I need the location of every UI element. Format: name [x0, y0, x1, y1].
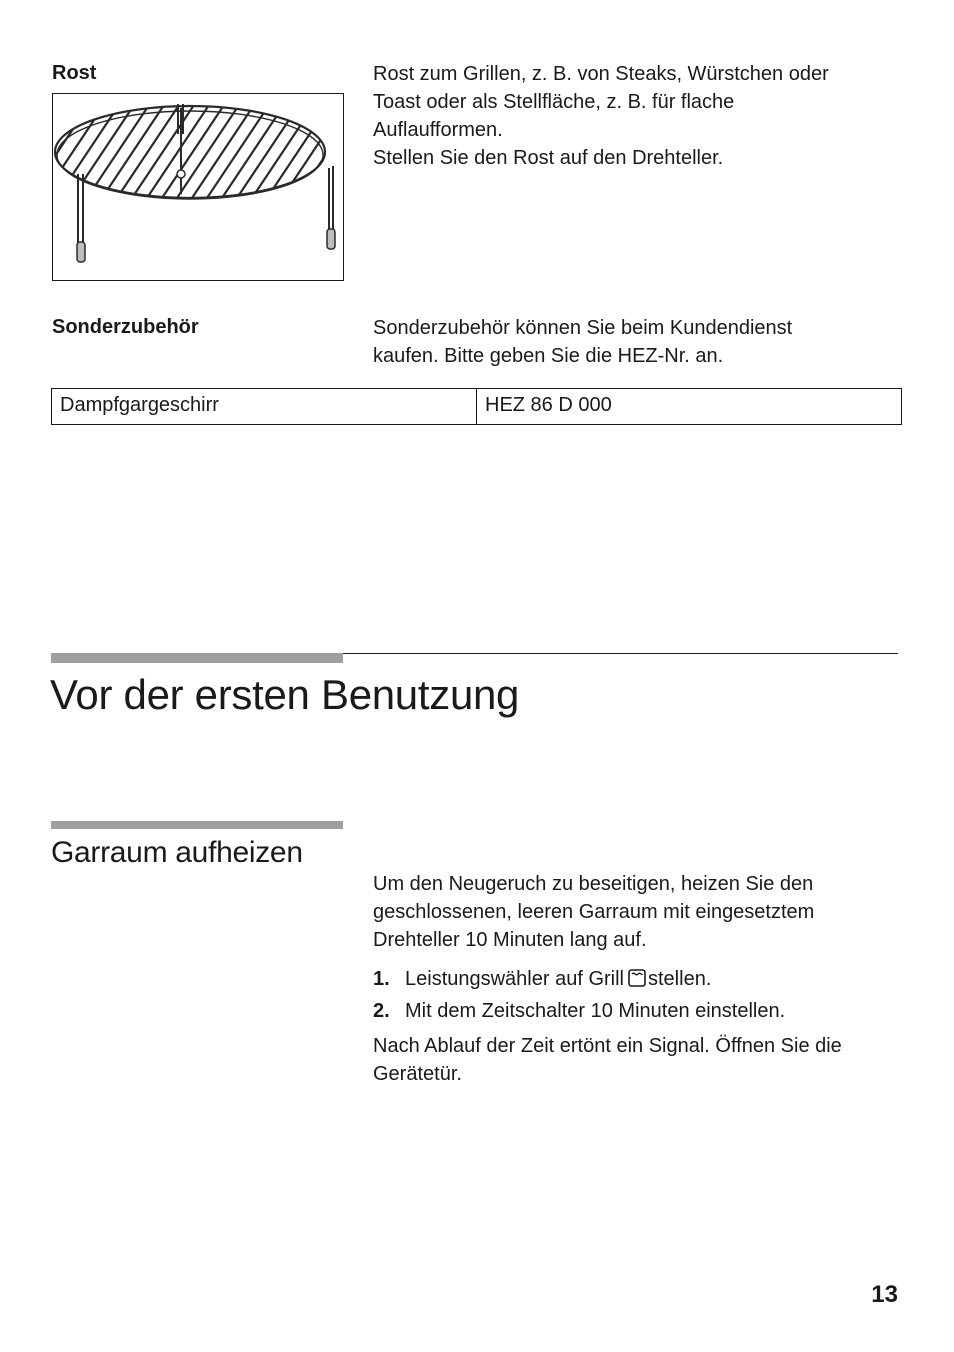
rost-description-line: Stellen Sie den Rost auf den Drehteller. — [373, 147, 724, 169]
step-number: 1. — [373, 968, 390, 990]
subsection-outro-line: Gerätetür. — [373, 1063, 462, 1085]
table-cell-product: Dampfgargeschirr — [52, 389, 477, 424]
subsection-intro-line: Drehteller 10 Minuten lang auf. — [373, 929, 647, 951]
step-text: Mit dem Zeitschalter 10 Minuten einstellen. — [405, 1000, 786, 1022]
step-number: 2. — [373, 1000, 390, 1022]
subsection-intro-line: Um den Neugeruch zu beseitigen, heizen Sie den — [373, 873, 814, 895]
section-rule-accent — [51, 653, 343, 663]
grill-rack-illustration-icon — [53, 94, 342, 279]
sonderzubehoer-label: Sonderzubehör — [52, 316, 199, 338]
rack-feet — [77, 229, 335, 262]
grate-bar — [338, 99, 342, 204]
grate-bar — [248, 99, 318, 204]
subsection-title: Garraum aufheizen — [51, 836, 303, 869]
subsection-intro — [373, 870, 903, 954]
step-text: Leistungswähler auf Grill — [405, 968, 624, 990]
sonderzubehoer-description-line: Sonderzubehör können Sie beim Kundendienst — [373, 317, 793, 339]
subsection-rule-accent — [51, 821, 343, 829]
rost-description-line: Auflaufformen. — [373, 119, 503, 141]
grill-icon — [628, 969, 646, 987]
page-number: 13 — [871, 1281, 898, 1308]
accessory-table — [51, 388, 902, 425]
subsection-intro-line: geschlossenen, leeren Garraum mit eingesetztem — [373, 901, 815, 923]
grate-bar — [158, 99, 228, 204]
grate-bar — [203, 99, 273, 204]
rost-label: Rost — [52, 62, 97, 84]
subsection-outro-line: Nach Ablauf der Zeit ertönt ein Signal. Öffnen Sie die — [373, 1035, 842, 1057]
step-text-after: stellen. — [648, 968, 712, 990]
grill-rack-figure — [52, 93, 344, 281]
rost-description — [373, 60, 903, 172]
step-2 — [373, 997, 903, 1025]
section-rule-line — [343, 653, 898, 654]
grate-bar — [53, 99, 108, 204]
section-title: Vor der ersten Benutzung — [50, 671, 520, 718]
sonderzubehoer-description-line: kaufen. Bitte geben Sie die HEZ-Nr. an. — [373, 345, 724, 367]
sonderzubehoer-description — [373, 314, 903, 370]
grate-bar — [293, 99, 342, 204]
step-1 — [373, 965, 903, 993]
grate-bar — [113, 99, 183, 204]
grate-bar — [83, 99, 153, 204]
table-cell-hez-number: HEZ 86 D 000 — [485, 394, 612, 416]
subsection-outro — [373, 1032, 903, 1088]
rost-description-line: Rost zum Grillen, z. B. von Steaks, Würstchen oder — [373, 63, 829, 85]
rost-description-line: Toast oder als Stellfläche, z. B. für flache — [373, 91, 735, 113]
